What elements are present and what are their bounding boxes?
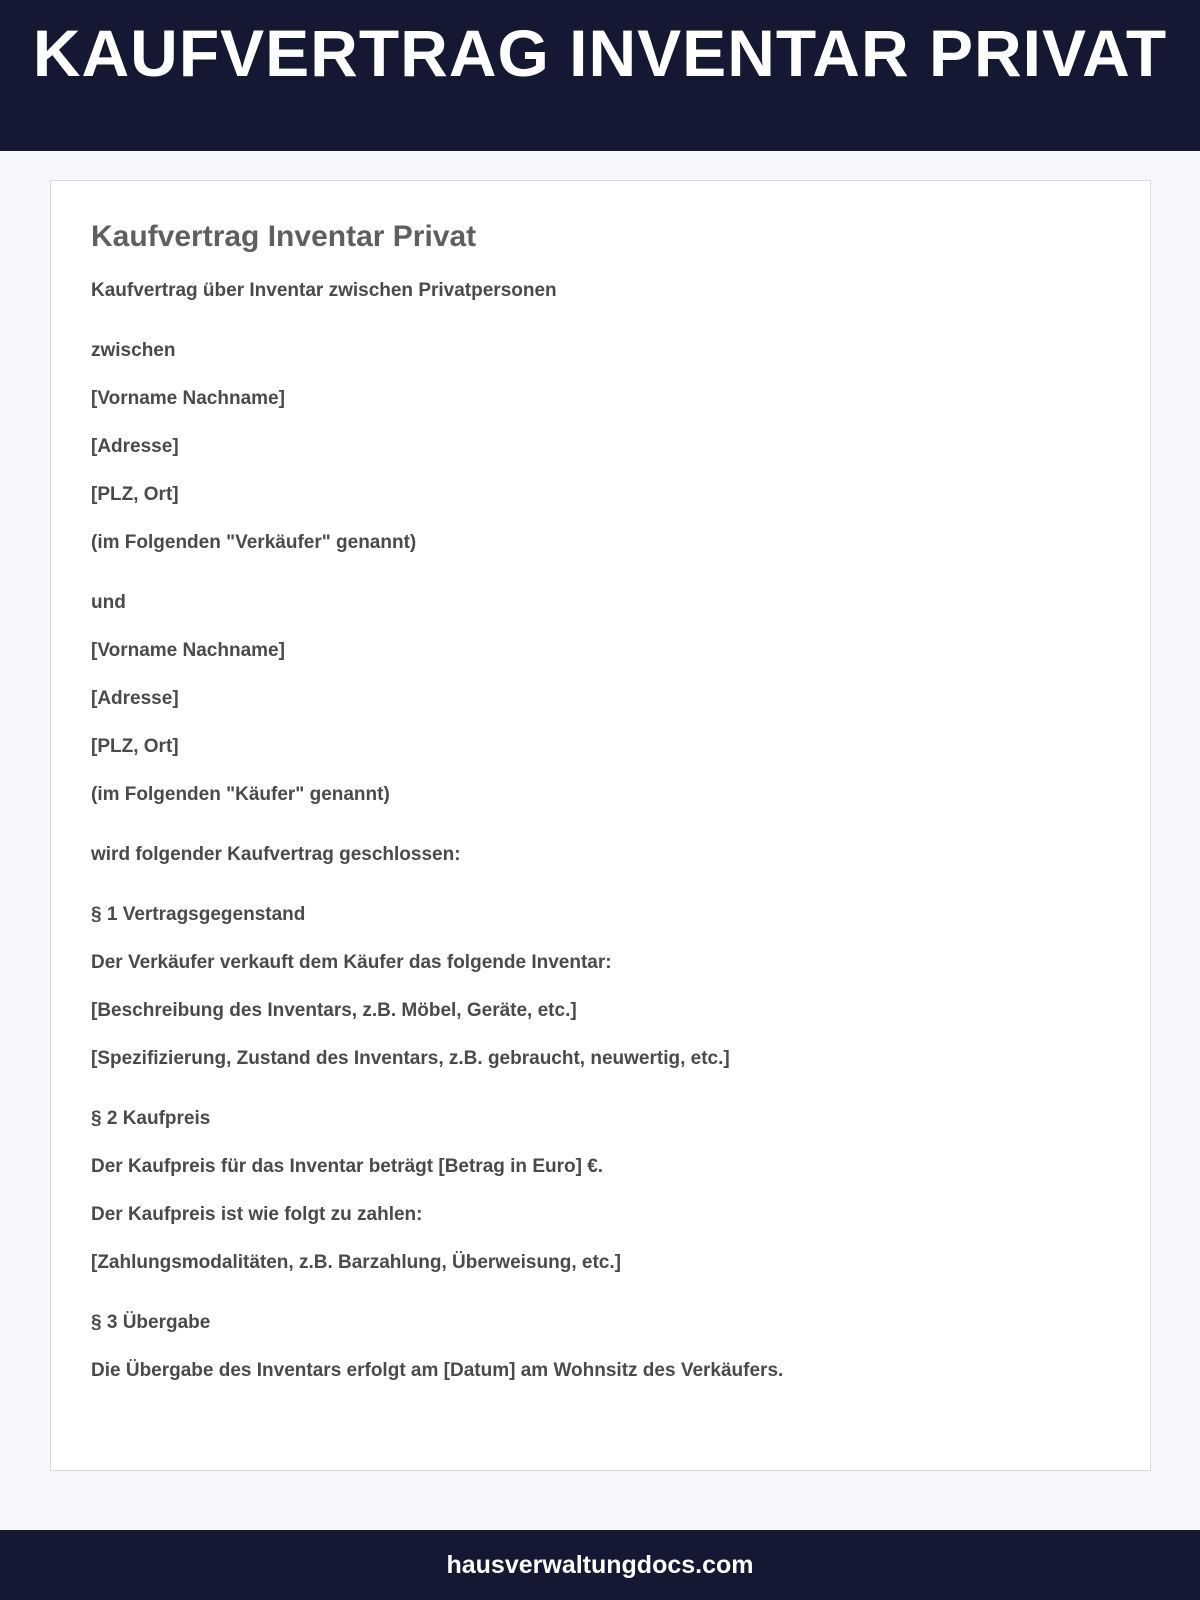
footer-site-link[interactable]: hausverwaltungdocs.com [446,1551,754,1579]
page-title: KAUFVERTRAG INVENTAR PRIVAT [32,16,1168,90]
section-1-line: Der Verkäufer verkauft dem Käufer das folgende Inventar: [91,952,612,973]
section-2-line: [Zahlungsmodalitäten, z.B. Barzahlung, Überweisung, etc.] [91,1252,621,1273]
seller-city: [PLZ, Ort] [91,484,179,505]
section-3-line: Die Übergabe des Inventars erfolgt am [Datum] am Wohnsitz des Verkäufers. [91,1360,784,1381]
section-1-heading: § 1 Vertragsgegenstand [91,904,306,925]
section-1-line: [Beschreibung des Inventars, z.B. Möbel, Geräte, etc.] [91,1000,577,1021]
buyer-role: (im Folgenden "Käufer" genannt) [91,784,390,805]
contract-intro: wird folgender Kaufvertrag geschlossen: [91,844,461,865]
buyer-name: [Vorname Nachname] [91,640,285,661]
page-header [0,0,1200,151]
between-label: zwischen [91,340,176,361]
section-2-line: Der Kaufpreis für das Inventar beträgt [Betrag in Euro] €. [91,1156,604,1177]
section-1-line: [Spezifizierung, Zustand des Inventars, z.B. gebraucht, neuwertig, etc.] [91,1048,730,1069]
section-2-line: Der Kaufpreis ist wie folgt zu zahlen: [91,1204,423,1225]
document-subtitle: Kaufvertrag über Inventar zwischen Privatpersonen [91,280,557,301]
document-title: Kaufvertrag Inventar Privat [91,220,477,253]
and-label: und [91,592,126,613]
seller-role: (im Folgenden "Verkäufer" genannt) [91,532,417,553]
seller-address: [Adresse] [91,436,179,457]
buyer-address: [Adresse] [91,688,179,709]
seller-name: [Vorname Nachname] [91,388,285,409]
section-3-heading: § 3 Übergabe [91,1312,211,1333]
buyer-city: [PLZ, Ort] [91,736,179,757]
section-2-heading: § 2 Kaufpreis [91,1108,211,1129]
contract-card [50,180,1151,1471]
page-footer [0,1530,1200,1600]
